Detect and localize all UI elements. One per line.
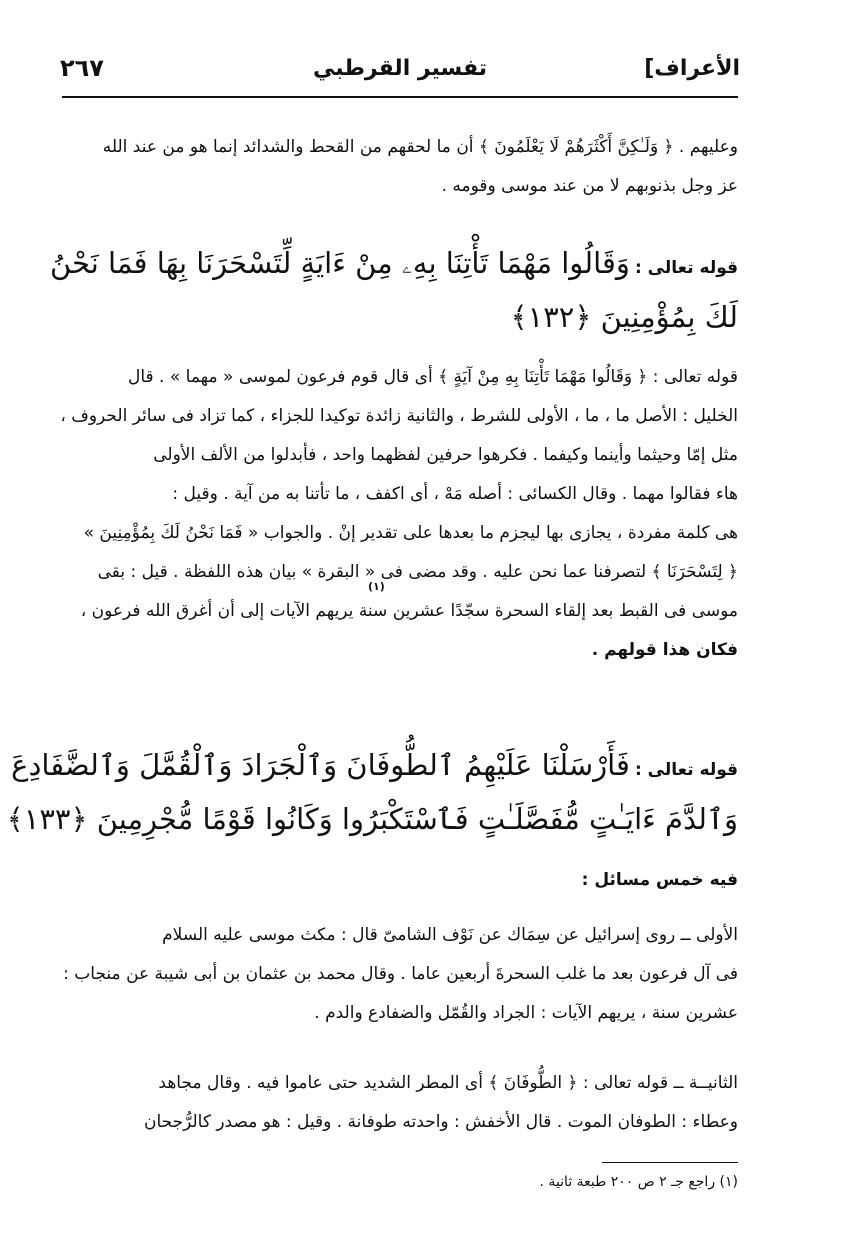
verse-line: لَكَ بِمُؤْمِنِينَ ﴿١٣٢﴾ xyxy=(510,300,738,334)
text-line: الأولى ــ روى إسرائيل عن سِمَاك عن نَوْف الشامىّ قال : مكث موسى عليه السلام xyxy=(162,925,738,945)
text-line: ﴿ لِتَسْحَرَنَا ﴾ لتصرفنا عما نحن عليه . وقد مضى فى « البقرة » بيان هذه اللفظة . قيل : بقى xyxy=(97,562,738,582)
verse-intro: قوله تعالى : xyxy=(634,760,738,780)
text-line: مثل إمّا وحيثما وأينما وكيفما . فكرهوا حرفين لفظهما واحد ، فأبدلوا من الألف الأولى xyxy=(153,445,738,465)
footnote: (١) راجع جـ ٢ ص ٢٠٠ طبعة ثانية . xyxy=(539,1174,738,1190)
text-line: هى كلمة مفردة ، يجازى بها ليجزم ما بعدها على تقدير إنْ . والجواب « فَمَا نَحْنُ لَكَ بِمُؤْمِنِينَ » xyxy=(83,523,738,543)
verse-133 xyxy=(6,738,738,846)
verse-text: فَأَرْسَلْنَا عَلَيْهِمُ ٱلطُّوفَانَ وَٱلْجَرَادَ وَٱلْقُمَّلَ وَٱلضَّفَادِعَ xyxy=(11,748,630,782)
text-line: الثانيــة ــ قوله تعالى : ﴿ الطُّوفَانَ ﴾ أى المطر الشديد حتى عاموا فيه . وقال مجاهد xyxy=(158,1073,738,1093)
footnote-marker: (١) xyxy=(368,580,385,593)
text-line: فى آل فرعون بعد ما غلب السحرةَ أربعين عاما . وقال محمد بن عثمان بن أبى شيبة عن منجاب : xyxy=(63,964,738,984)
text-line: وعطاء : الطوفان الموت . قال الأخفش : واحدته طوفانة . وقيل : هو مصدر كالرُّجحان xyxy=(143,1112,738,1132)
paragraph-1 xyxy=(62,128,738,206)
verse-intro: قوله تعالى : xyxy=(634,258,738,278)
text-line: الخليل : الأصل ما ، ما ، الأولى للشرط ، والثانية زائدة توكيدا للجزاء ، كما تزاد فى سائر الحروف ، xyxy=(60,406,738,426)
surah-name: الأعراف] xyxy=(644,56,740,81)
verse-132 xyxy=(49,236,738,344)
header-rule xyxy=(62,96,738,98)
text-line: فكان هذا قولهم . xyxy=(591,640,738,660)
paragraph-4 xyxy=(62,1064,738,1142)
verse-text: وَقَالُوا مَهْمَا تَأْتِنَا بِهِۦ مِنْ ءَايَةٍ لِّتَسْحَرَنَا بِهَا فَمَا نَحْنُ xyxy=(49,246,630,280)
verse-line xyxy=(11,738,738,792)
section-heading: فيه خمس مسائل : xyxy=(581,870,738,890)
book-title: تفسير القرطبي xyxy=(312,56,488,81)
page-header xyxy=(60,50,740,94)
text-line: وعليهم . ﴿ وَلَـٰكِنَّ أَكْثَرَهُمْ لَا يَعْلَمُونَ ﴾ أن ما لحقهم من القحط والشدائد إنما هو من عند الله xyxy=(102,137,738,157)
text-line: عز وجل بذنوبهم لا من عند موسى وقومه . xyxy=(441,176,738,196)
verse-line xyxy=(49,236,738,290)
text-line: قوله تعالى : ﴿ وَقَالُوا مَهْمَا تَأْتِنَا بِهِ مِنْ آيَةٍ ﴾ أى قال قوم فرعون لموسى « مهما » . قال xyxy=(127,367,738,387)
paragraph-2 xyxy=(62,358,738,670)
text-line: هاء فقالوا مهما . وقال الكسائى : أصله مَهْ ، أى اكفف ، ما تأتنا به من آية . وقيل : xyxy=(172,484,738,504)
text-line: موسى فى القبط بعد إلقاء السحرة سجّدًا عشرين سنة يريهم الآيات إلى أن أغرق الله فرعون ، xyxy=(80,601,738,621)
footnote-rule xyxy=(602,1162,738,1163)
paragraph-3 xyxy=(62,916,738,1033)
page-number: ٢٦٧ xyxy=(60,54,104,82)
text-line: عشرين سنة ، يريهم الآيات : الجراد والقُمّل والضفادع والدم . xyxy=(314,1003,738,1023)
verse-line: وَٱلدَّمَ ءَايَـٰتٍ مُّفَصَّلَـٰتٍ فَٱسْتَكْبَرُوا وَكَانُوا قَوْمًا مُّجْرِمِينَ ﴿١٣٣﴾ xyxy=(6,802,738,836)
